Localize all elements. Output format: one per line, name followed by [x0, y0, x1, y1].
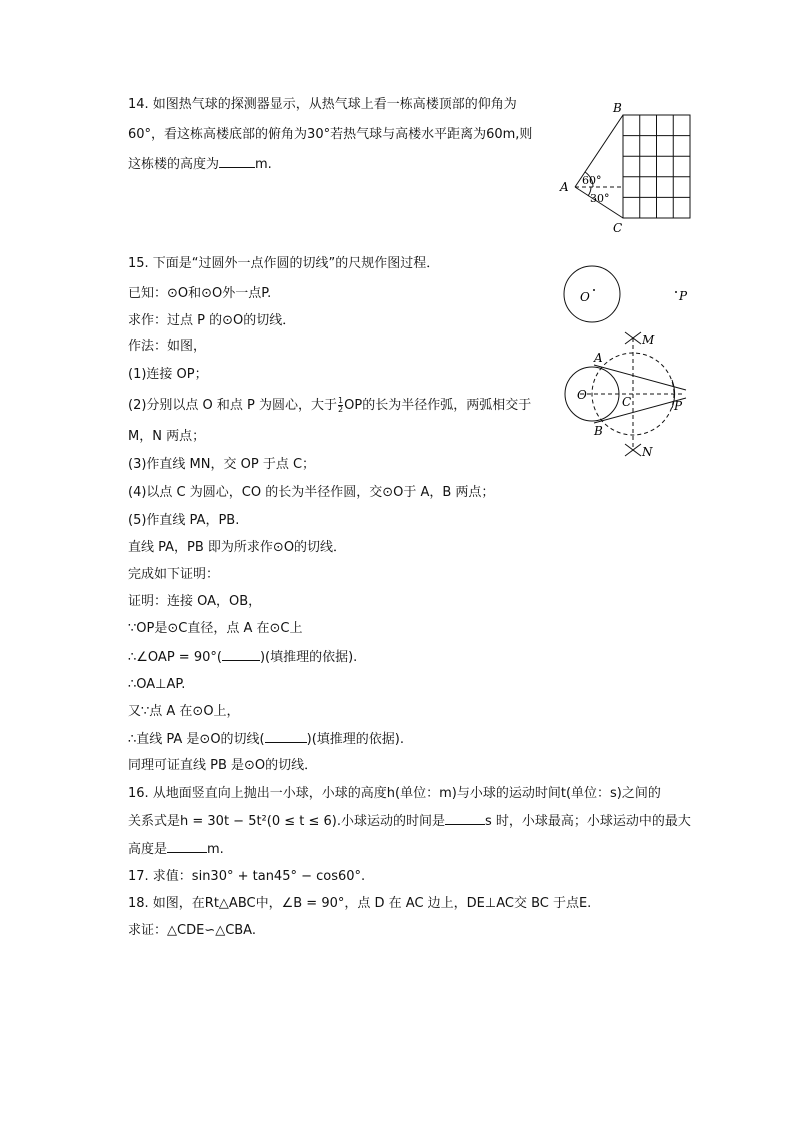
fraction-numerator: 1	[338, 396, 344, 405]
q18-line-1: 18. 如图，在Rt△ABC中，∠B = 90°，点 D 在 AC 边上，DE⊥AC交 BC 于点E.	[128, 896, 592, 911]
answer-blank	[265, 730, 307, 743]
q16-text: 高度是	[128, 842, 168, 857]
q15-line-14: ∵OP是⊙C直径，点 A 在⊙C上	[128, 621, 303, 636]
center-dot	[593, 289, 595, 291]
q16-text-b: s 时，小球最高；小球运动中的最大	[485, 814, 691, 829]
q14-line-2: 60°，看这栋高楼底部的俯角为30°若热气球与高楼水平距离为60m,则	[128, 127, 533, 142]
q15-line-2: 已知：⊙O和⊙O外一点P.	[128, 286, 272, 301]
tangent-PB	[594, 398, 686, 423]
q14-line-1: 14. 如图热气球的探测器显示，从热气球上看一栋高楼顶部的仰角为	[128, 97, 517, 112]
q18-line-2: 求证：△CDE∽△CBA.	[128, 923, 256, 938]
q15-line-17: 又∵点 A 在⊙O上，	[128, 704, 240, 719]
label-O: O	[577, 388, 587, 402]
q15-line-1: 15. 下面是“过圆外一点作圆的切线”的尺规作图过程．	[128, 256, 440, 271]
label-C: C	[622, 395, 632, 409]
q16-line-1: 16. 从地面竖直向上抛出一小球，小球的高度h(单位：m)与小球的运动时间t(单位：s)之间的	[128, 786, 661, 801]
answer-blank	[219, 155, 255, 168]
tangent-PA	[594, 365, 686, 390]
q16-line-3	[128, 840, 224, 859]
angle-30: 30°	[590, 192, 610, 205]
answer-blank	[167, 840, 207, 853]
q16-line-2	[128, 812, 691, 831]
label-B: B	[613, 101, 622, 115]
label-N: N	[642, 445, 653, 459]
q15-line-5: (1)连接 OP；	[128, 367, 208, 382]
label-B: B	[594, 424, 603, 438]
q15-proof-text: ∴∠OAP = 90°(	[128, 650, 222, 665]
label-P: P	[674, 399, 683, 413]
q15-line-16: ∴OA⊥AP.	[128, 677, 186, 692]
q15-proof-text-b: )(填推理的依据).	[259, 650, 358, 665]
answer-blank	[222, 648, 260, 661]
q15-line-18	[128, 730, 404, 749]
q15-line-11: 直线 PA，PB 即为所求作⊙O的切线．	[128, 540, 347, 555]
answer-blank	[445, 812, 485, 825]
q15-line-15	[128, 648, 357, 667]
point-P-dot	[675, 291, 677, 293]
q15-step2-text: (2)分别以点 O 和点 P 为圆心，大于	[128, 398, 338, 413]
label-O: O	[580, 290, 590, 304]
q14-text: 这栋楼的高度为	[128, 157, 220, 172]
q15-step2-text-b: OP的长为半径作弧，两弧相交于	[344, 398, 532, 413]
circle-O	[564, 266, 620, 322]
q15-proof-text-b: )(填推理的依据).	[306, 732, 404, 747]
q14-unit: m.	[255, 157, 272, 172]
q15-line-4: 作法：如图，	[128, 339, 207, 354]
angle-60: 60°	[582, 174, 602, 187]
fraction-half	[338, 397, 343, 414]
q15-line-3: 求作：过点 P 的⊙O的切线．	[128, 313, 296, 328]
label-A: A	[560, 180, 569, 194]
q15-line-12: 完成如下证明：	[128, 567, 220, 582]
label-A: A	[594, 351, 603, 365]
q15-line-8: (3)作直线 MN，交 OP 于点 C；	[128, 457, 316, 472]
q16-text: 关系式是h = 30t − 5t²(0 ≤ t ≤ 6).小球运动的时间是	[128, 814, 446, 829]
fraction-denominator: 2	[338, 405, 344, 414]
q15-line-6	[128, 397, 531, 415]
q15-line-10: (5)作直线 PA，PB.	[128, 513, 240, 528]
q17-line-1: 17. 求值：sin30° + tan45° − cos60°.	[128, 869, 366, 884]
q15-line-13: 证明：连接 OA，OB，	[128, 594, 262, 609]
label-P: P	[679, 289, 688, 303]
q15-line-7: M，N 两点；	[128, 429, 206, 444]
label-M: M	[642, 333, 655, 347]
q15-figure-construction	[560, 328, 700, 460]
label-C: C	[613, 221, 623, 235]
q16-unit: m.	[207, 842, 224, 857]
q15-line-19: 同理可证直线 PB 是⊙O的切线．	[128, 758, 318, 773]
q15-line-9: (4)以点 C 为圆心，CO 的长为半径作圆，交⊙O于 A，B 两点；	[128, 485, 495, 500]
q14-figure	[555, 98, 700, 238]
q15-proof-text: ∴直线 PA 是⊙O的切线(	[128, 732, 265, 747]
q14-line-3	[128, 155, 272, 174]
q15-figure-given	[560, 260, 700, 330]
